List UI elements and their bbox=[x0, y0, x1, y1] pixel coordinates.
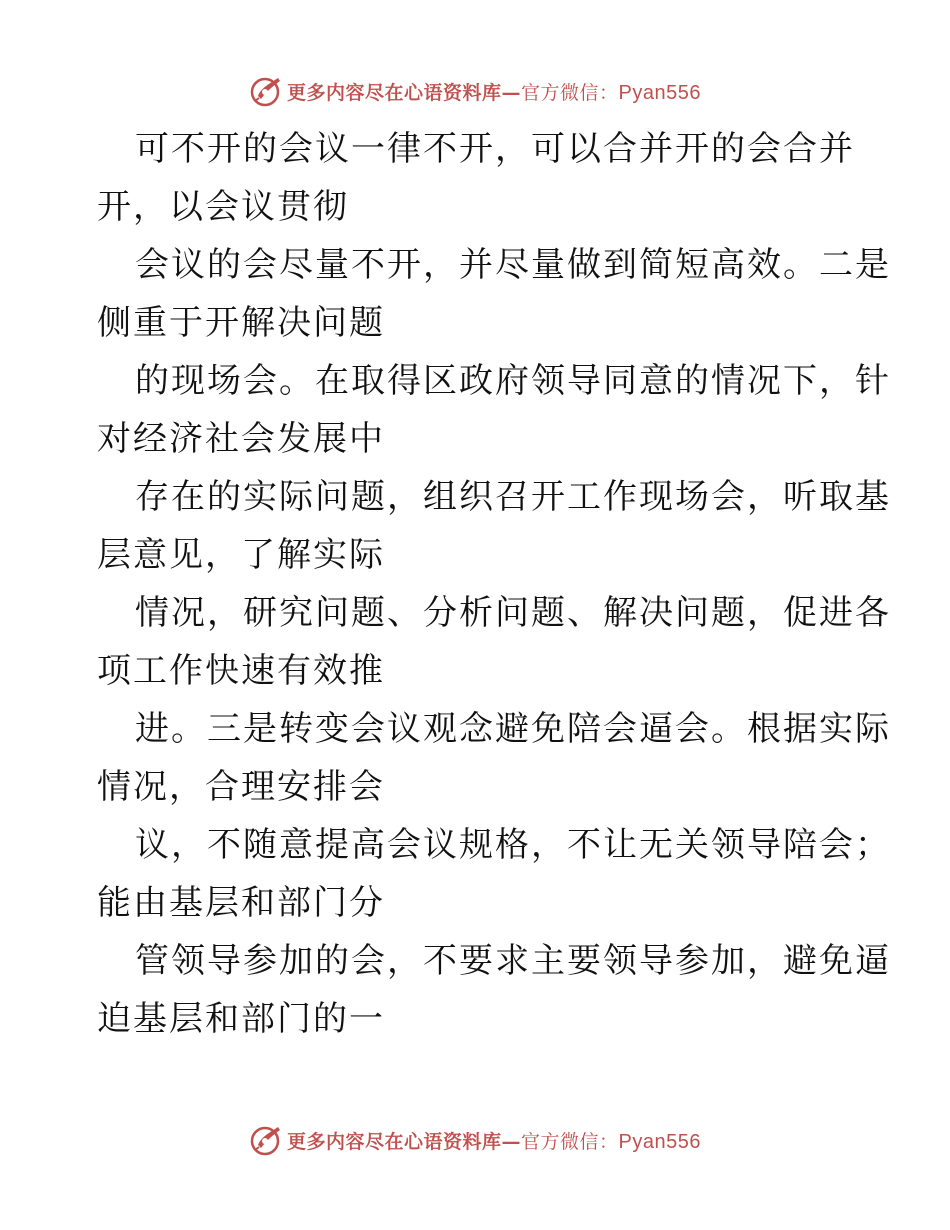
footer-banner-wechat-label: 官方微信： bbox=[521, 1130, 619, 1153]
pen-logo-icon bbox=[249, 1123, 283, 1157]
body-line: 议，不随意提高会议规格，不让无关领导陪会； bbox=[135, 825, 891, 865]
header-banner-separator: — bbox=[501, 81, 522, 104]
footer-banner-separator: — bbox=[501, 1130, 522, 1153]
body-line: 情况，合理安排会 bbox=[97, 767, 385, 807]
footer-banner-handle: Pyan556 bbox=[618, 1130, 701, 1153]
body-line: 对经济社会发展中 bbox=[97, 419, 385, 459]
body-line: 项工作快速有效推 bbox=[97, 651, 385, 691]
body-line: 的现场会。在取得区政府领导同意的情况下，针 bbox=[135, 361, 891, 401]
body-line: 存在的实际问题，组织召开工作现场会，听取基 bbox=[135, 477, 891, 517]
body-line: 会议的会尽量不开，并尽量做到简短高效。二是 bbox=[135, 245, 891, 285]
body-line: 可不开的会议一律不开，可以合并开的会合并 bbox=[135, 129, 855, 169]
footer-banner-text bbox=[287, 1127, 701, 1154]
document-body bbox=[97, 120, 891, 1048]
body-line: 开，以会议贯彻 bbox=[97, 187, 349, 227]
body-line: 管领导参加的会，不要求主要领导参加，避免逼 bbox=[135, 941, 891, 981]
header-banner-text bbox=[287, 78, 701, 105]
pen-logo-icon bbox=[249, 74, 283, 108]
header-banner-wechat-label: 官方微信： bbox=[521, 81, 619, 104]
body-line: 层意见，了解实际 bbox=[97, 535, 385, 575]
body-line: 侧重于开解决问题 bbox=[97, 303, 385, 343]
header-banner bbox=[0, 71, 950, 111]
body-line: 情况，研究问题、分析问题、解决问题，促进各 bbox=[135, 593, 891, 633]
body-line: 迫基层和部门的一 bbox=[97, 999, 385, 1039]
body-line: 能由基层和部门分 bbox=[97, 883, 385, 923]
header-banner-title: 更多内容尽在心语资料库 bbox=[287, 81, 502, 104]
body-line: 进。三是转变会议观念避免陪会逼会。根据实际 bbox=[135, 709, 891, 749]
header-banner-handle: Pyan556 bbox=[618, 81, 701, 104]
footer-banner bbox=[0, 1120, 950, 1160]
footer-banner-title: 更多内容尽在心语资料库 bbox=[287, 1130, 502, 1153]
